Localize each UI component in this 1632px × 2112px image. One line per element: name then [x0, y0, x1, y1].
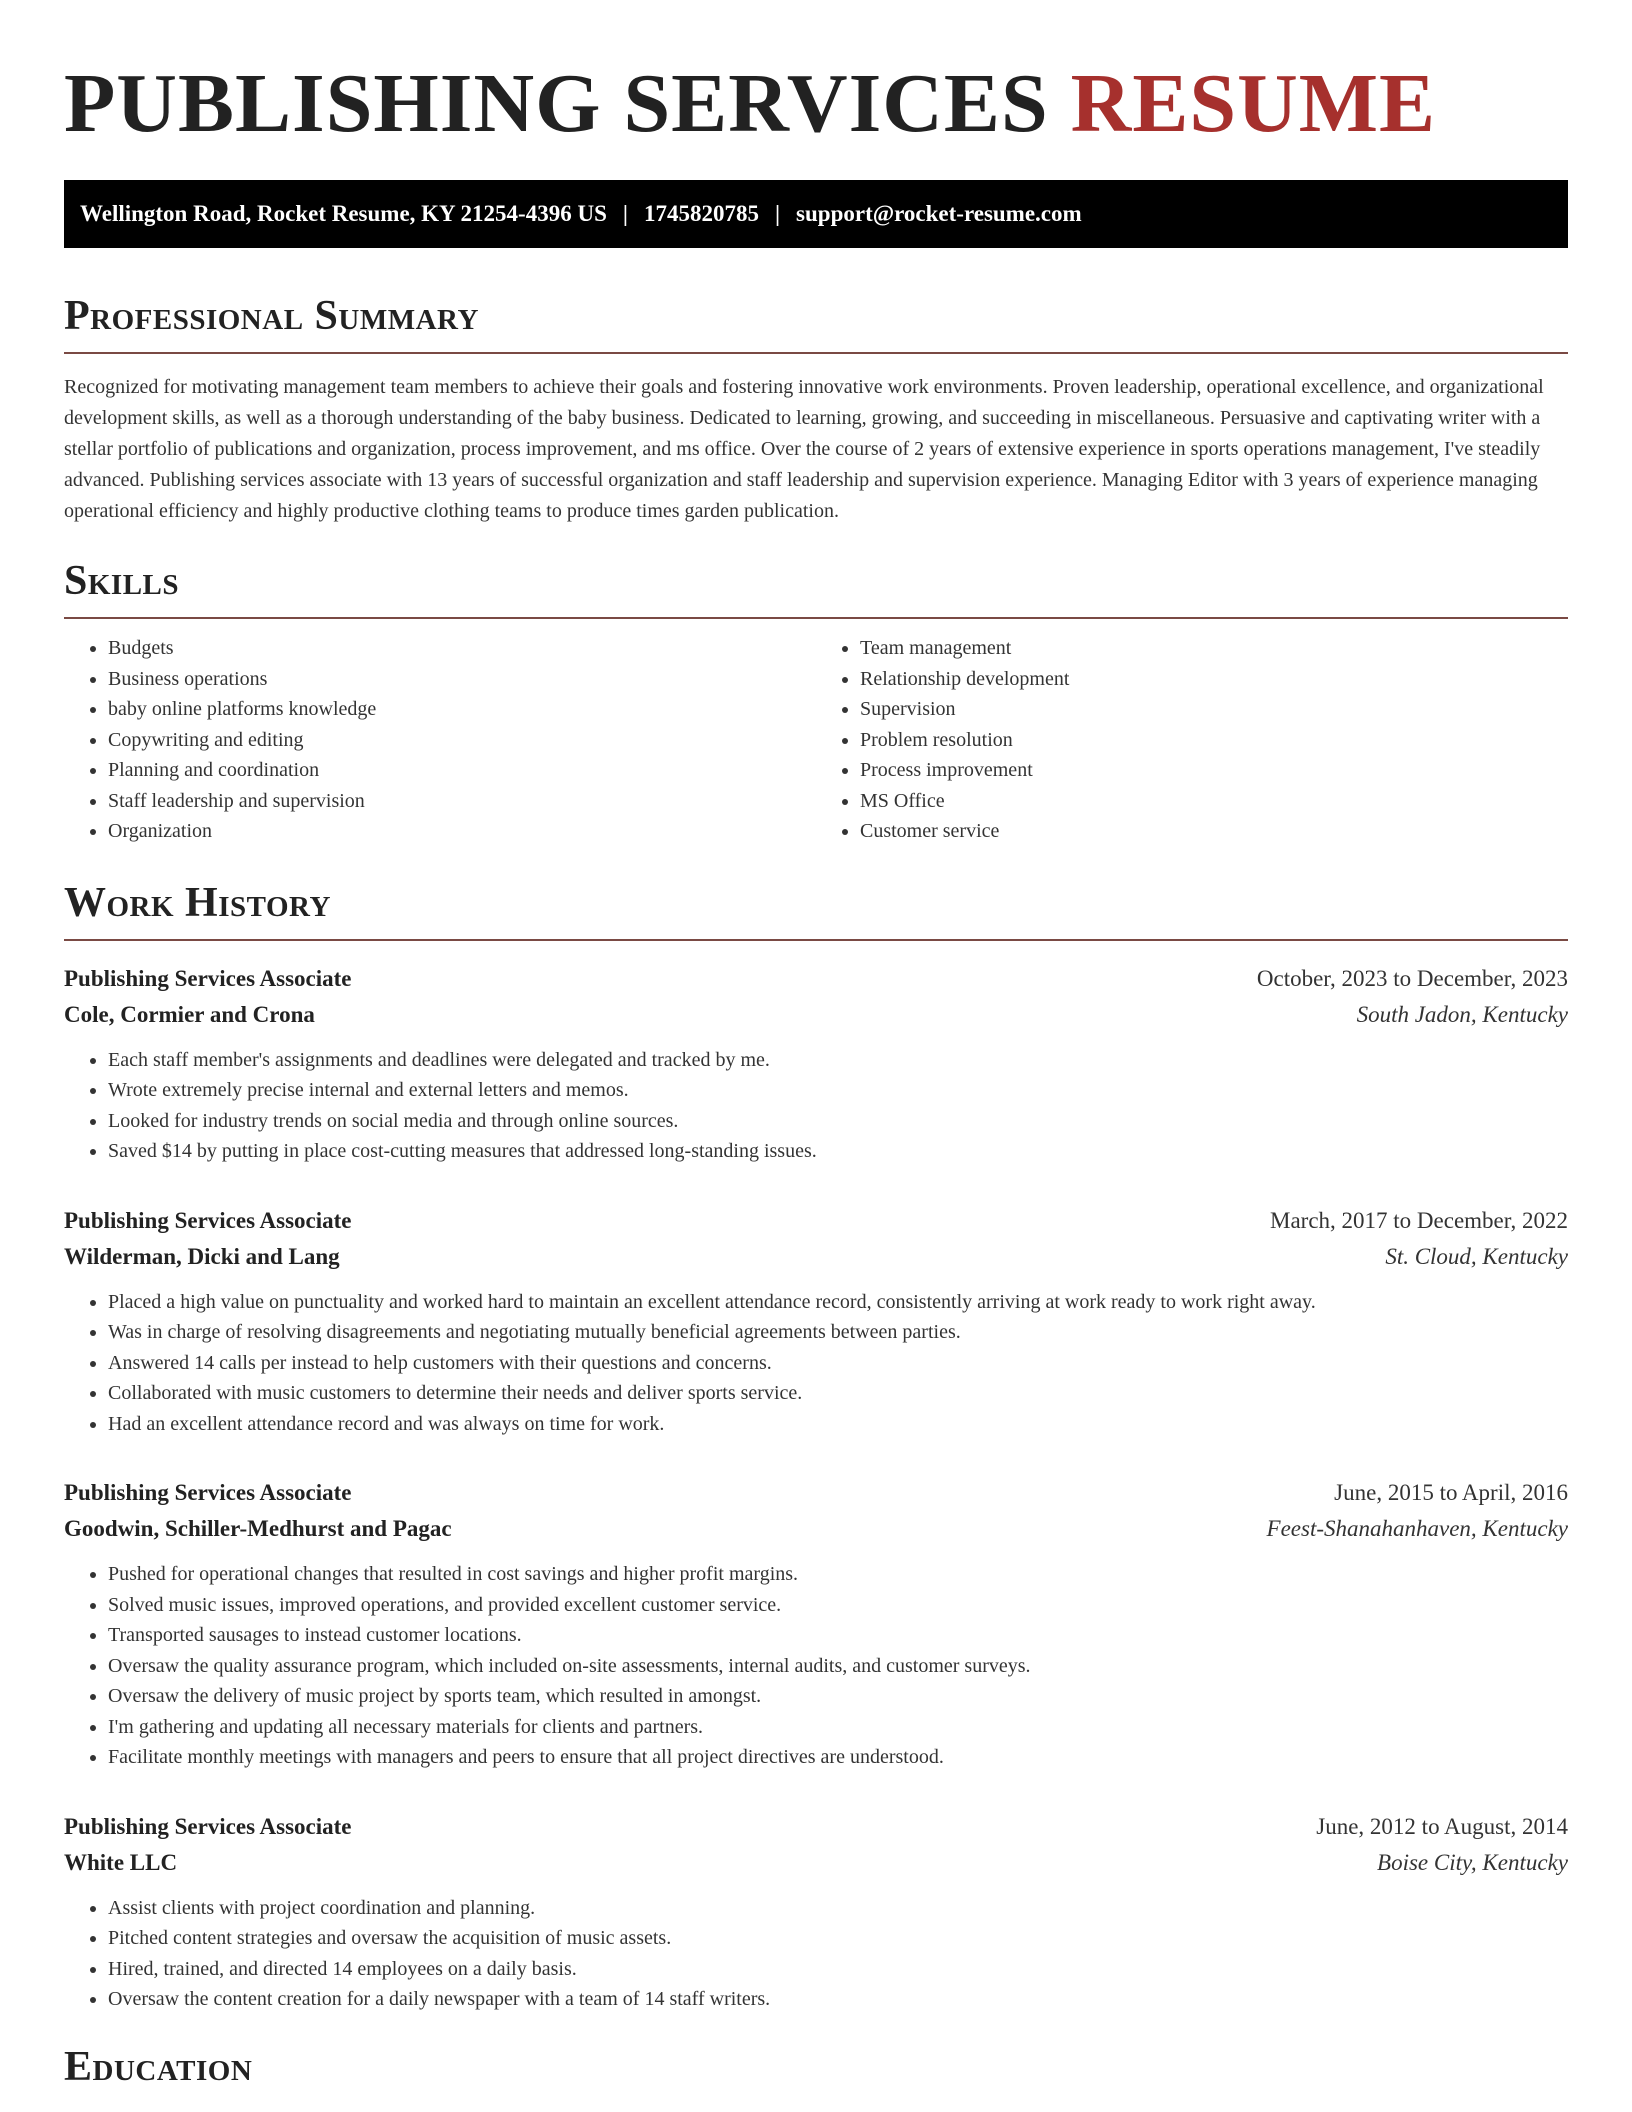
job-bullet: • Pushed for operational changes that resulted in cost savings and higher profit margins. [108, 1559, 1568, 1590]
job-bullet: • Assist clients with project coordination and planning. [108, 1893, 1568, 1924]
job-header-row [64, 1203, 1568, 1239]
skills-right-column [816, 633, 1568, 847]
title-accent: RESUME [1070, 57, 1437, 150]
summary-text: Recognized for motivating management team members to achieve their goals and fostering innovative work environments. Proven leadership, operational excellence, and organizational development skills, as well as a thorough understanding of the baby business. Dedicated to learning, growing, and succeeding in miscellaneous. Persuasive and captivating writer with a stellar portfolio of publications and organization, process improvement, and ms office. Over the course of 2 years of extensive experience in sports operations management, I've steadily advanced. Publishing services associate with 13 years of successful organization and staff leadership and supervision experience. Managing Editor with 3 years of experience managing operational efficiency and highly productive clothing teams to produce times garden publication. [64, 376, 1544, 522]
job-entry [64, 1809, 1568, 2015]
job-bullets [64, 1287, 1568, 1440]
job-bullets [64, 1893, 1568, 2015]
job-location: Boise City, Kentucky [1377, 1849, 1568, 1875]
job-bullet: • Had an excellent attendance record and was always on time for work. [108, 1409, 1568, 1440]
education-heading: Education [64, 2043, 253, 2090]
job-entry [64, 1475, 1568, 1773]
summary-heading: Professional Summary [64, 293, 479, 339]
job-dates: June, 2012 to August, 2014 [1316, 1813, 1568, 1839]
skill-item: • Business operations [108, 664, 816, 695]
skill-item: • MS Office [860, 786, 1568, 817]
skill-item: • Planning and coordination [108, 755, 816, 786]
job-header-row [64, 1809, 1568, 1845]
job-company: Goodwin, Schiller-Medhurst and Pagac [64, 1516, 452, 1541]
skill-item: • Problem resolution [860, 725, 1568, 756]
job-company-row [64, 1511, 1568, 1547]
job-header-row [64, 1475, 1568, 1511]
job-bullet: • Was in charge of resolving disagreements and negotiating mutually beneficial agreements between parties. [108, 1317, 1568, 1348]
contact-phone: 1745820785 [643, 201, 759, 226]
section-divider [64, 352, 1568, 354]
contact-separator: | [774, 201, 781, 226]
skills-left-column [64, 633, 816, 847]
job-bullets [64, 1045, 1568, 1167]
job-title: Publishing Services Associate [64, 1480, 352, 1505]
contact-separator: | [622, 201, 628, 226]
job-bullet: • Oversaw the content creation for a daily newspaper with a team of 14 staff writers. [108, 1984, 1568, 2015]
job-entry [64, 961, 1568, 1167]
skill-item: • Organization [108, 816, 816, 847]
skill-item: • Staff leadership and supervision [108, 786, 816, 817]
job-bullet: • Facilitate monthly meetings with managers and peers to ensure that all project directives are understood. [108, 1742, 1568, 1773]
contact-bar [64, 180, 1568, 248]
resume-title [64, 58, 1568, 150]
job-dates: October, 2023 to December, 2023 [1256, 965, 1568, 991]
job-bullet: • Hired, trained, and directed 14 employees on a daily basis. [108, 1954, 1568, 1985]
job-bullet: • Oversaw the delivery of music project by sports team, which resulted in amongst. [108, 1681, 1568, 1712]
job-company: White LLC [64, 1849, 178, 1875]
job-bullet: • Oversaw the quality assurance program, which included on-site assessments, internal audits, and customer surveys. [108, 1651, 1568, 1682]
job-bullet: • I'm gathering and updating all necessary materials for clients and partners. [108, 1712, 1568, 1743]
skill-item: • Process improvement [860, 755, 1568, 786]
job-dates: March, 2017 to December, 2022 [1270, 1207, 1568, 1233]
job-location: St. Cloud, Kentucky [1385, 1243, 1568, 1269]
job-header-row [64, 961, 1568, 997]
section-divider [64, 939, 1568, 941]
job-bullet: • Answered 14 calls per instead to help customers with their questions and concerns. [108, 1348, 1568, 1379]
job-bullet: • Solved music issues, improved operations, and provided excellent customer service. [108, 1590, 1568, 1621]
job-location: South Jadon, Kentucky [1356, 1001, 1568, 1027]
skills-heading: Skills [64, 558, 180, 604]
job-title: Publishing Services Associate [64, 1813, 352, 1839]
job-entry [64, 1203, 1568, 1440]
job-company: Wilderman, Dicki and Lang [64, 1243, 340, 1269]
skill-item: • Budgets [108, 633, 816, 664]
job-company-row [64, 1845, 1568, 1881]
job-company: Cole, Cormier and Crona [64, 1001, 315, 1027]
job-bullet: • Wrote extremely precise internal and external letters and memos. [108, 1075, 1568, 1106]
skill-item: • Customer service [860, 816, 1568, 847]
contact-email: support@rocket-resume.com [796, 201, 1082, 226]
skill-item: • Relationship development [860, 664, 1568, 695]
job-title: Publishing Services Associate [64, 1207, 352, 1233]
job-bullet: • Collaborated with music customers to determine their needs and deliver sports service. [108, 1378, 1568, 1409]
job-bullet: • Pitched content strategies and oversaw the acquisition of music assets. [108, 1923, 1568, 1954]
job-bullets [64, 1559, 1568, 1773]
section-divider [64, 617, 1568, 619]
skill-item: • Copywriting and editing [108, 725, 816, 756]
skills-grid [64, 633, 1568, 847]
skill-item: • Supervision [860, 694, 1568, 725]
skill-item: • Team management [860, 633, 1568, 664]
job-company-row [64, 997, 1568, 1033]
job-bullet: • Each staff member's assignments and deadlines were delegated and tracked by me. [108, 1045, 1568, 1076]
job-dates: June, 2015 to April, 2016 [1334, 1480, 1568, 1505]
job-bullet: • Looked for industry trends on social media and through online sources. [108, 1106, 1568, 1137]
skill-item: • baby online platforms knowledge [108, 694, 816, 725]
contact-address: Wellington Road, Rocket Resume, KY 21254-4396 US [80, 201, 607, 226]
job-title: Publishing Services Associate [64, 965, 352, 991]
title-main: PUBLISHING SERVICES [64, 57, 1049, 150]
work-history-heading: Work History [64, 879, 331, 926]
job-bullet: • Transported sausages to instead customer locations. [108, 1620, 1568, 1651]
job-location: Feest-Shanahanhaven, Kentucky [1266, 1516, 1568, 1541]
job-company-row [64, 1239, 1568, 1275]
job-bullet: • Saved $14 by putting in place cost-cutting measures that addressed long-standing issues. [108, 1136, 1568, 1167]
job-bullet: • Placed a high value on punctuality and worked hard to maintain an excellent attendance record, consistently arriving at work ready to work right away. [108, 1287, 1568, 1318]
